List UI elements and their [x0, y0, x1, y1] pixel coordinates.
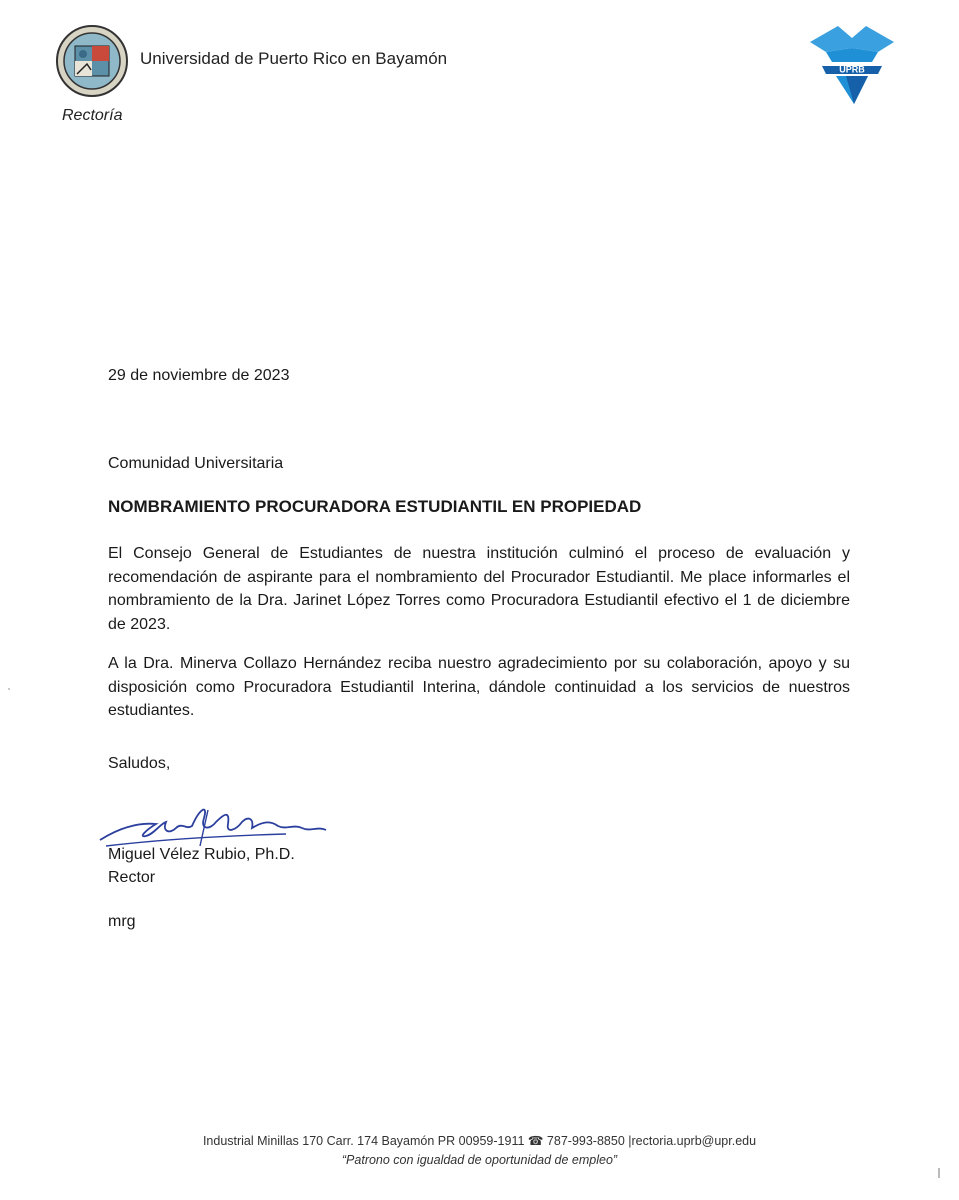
uprb-logo: [808, 22, 896, 106]
footer-address: Industrial Minillas 170 Carr. 174 Bayamón PR 00959-1911 ☎ 787-993-8850 |rectoria.uprb@upr.edu: [202, 1134, 757, 1148]
scan-speck: [8, 688, 10, 690]
letter-date: 29 de noviembre de 2023: [108, 367, 290, 384]
signer-name: Miguel Vélez Rubio, Ph.D.: [108, 846, 295, 863]
scan-speck: [938, 1168, 940, 1178]
institution-name: Universidad de Puerto Rico en Bayamón: [140, 49, 448, 68]
letter-subject: NOMBRAMIENTO PROCURADORA ESTUDIANTIL EN PROPIEDAD: [108, 497, 642, 516]
office-name: Rectoría: [62, 107, 123, 124]
letter-addressee: Comunidad Universitaria: [108, 455, 284, 472]
letter-paragraph-2: A la Dra. Minerva Collazo Hernández reciba nuestro agradecimiento por su colaboración, apoyo y su disposición como Procuradora Estudiantil Interina, dándole continuidad a los servicios de nuestros estudiantes.: [108, 655, 850, 719]
university-seal-icon: [55, 24, 129, 98]
typist-initials: mrg: [108, 913, 136, 930]
signer-title: Rector: [108, 869, 156, 886]
letter-closing: Saludos,: [108, 755, 171, 772]
letter-paragraph-1: El Consejo General de Estudiantes de nuestra institución culminó el proceso de evaluación y recomendación de aspirante para el nombramiento del Procurador Estudiantil. Me place informarles el nombramiento de la Dra. Jarinet López Torres como Procuradora Estudiantil efectivo el 1 de diciembre de 2023.: [108, 545, 850, 633]
footer-motto: “Patrono con igualdad de oportunidad de empleo”: [341, 1153, 618, 1167]
uprb-logo-text: UPRB: [839, 64, 865, 75]
